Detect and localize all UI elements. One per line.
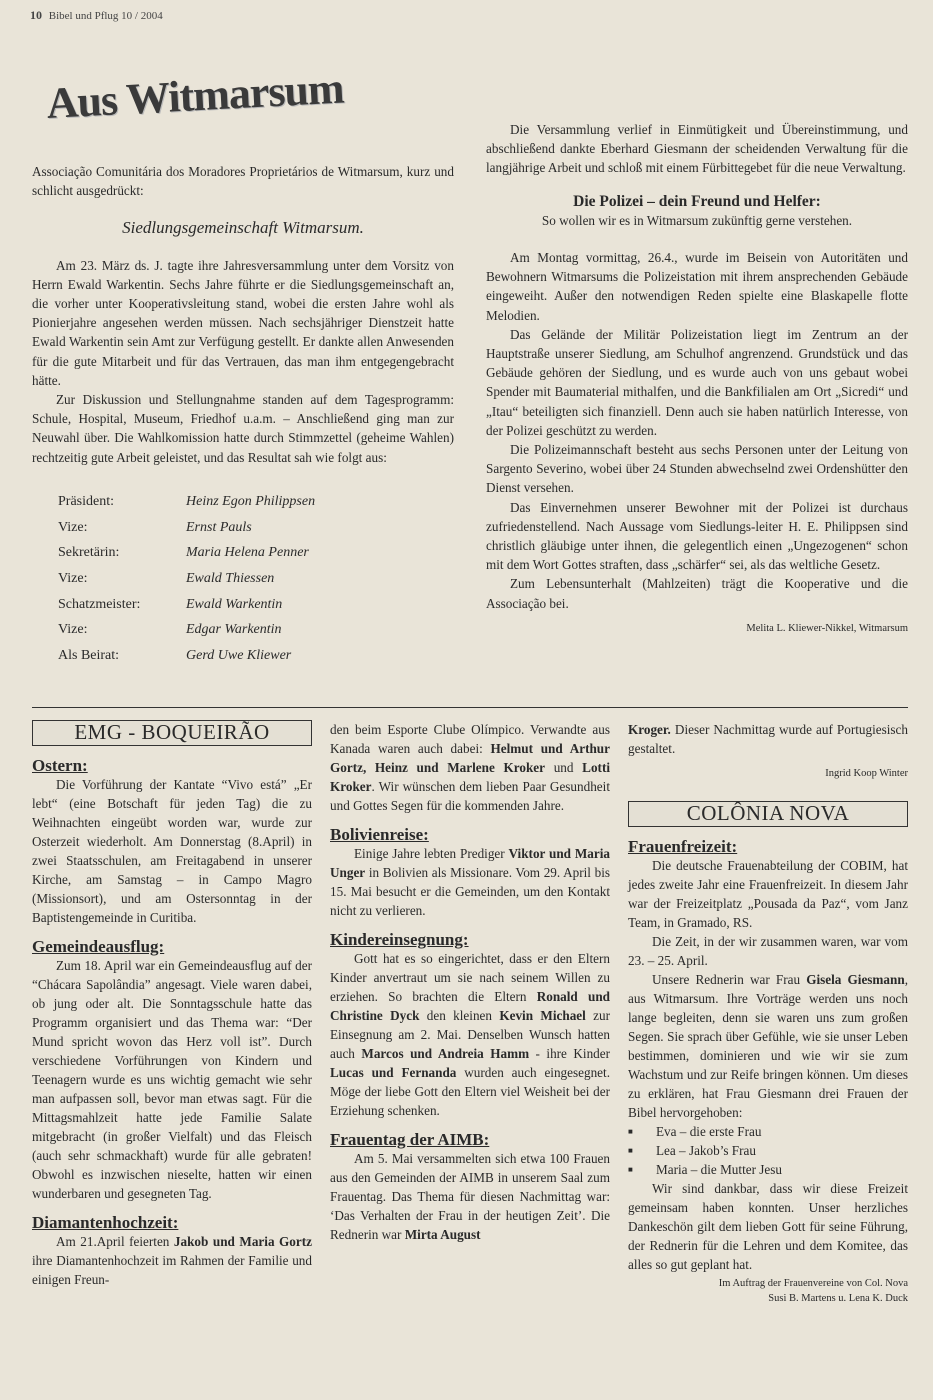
text-run: und: [545, 760, 583, 775]
bold-name: Viktor und Maria Unger: [330, 846, 610, 880]
subheading: Frauentag der AIMB:: [330, 1130, 490, 1149]
subheading: Bolivienreise:: [330, 825, 429, 844]
text-run: Am 5. Mai versammelten sich etwa 100 Frauen aus den Gemeinden der AIMB in unserem Saal zum Frauentag. Das Thema für diesen Nachmittag war: ‘Das Verhalten der Frau in der heutigen Zeit’. Die Rednerin war: [330, 1151, 610, 1242]
text-run: Unsere Rednerin war Frau: [652, 972, 807, 987]
paragraph: Die Vorführung der Kantate “Vivo está” „Er lebt“ (eine Botschaft für jeden Tag) die zu Weihnachten eingeübt worden war, wurde zur Osterzeit wiederholt. Am Donnerstag (8.April) in zwei Staatsschulen, am Freitagabend in unserer Kirche, am Samstag – in Campo Magro (Missionsort), und am Ostersonntag in der Baptistengemeinde in Curitiba.: [32, 777, 312, 925]
text-run: in Bolivien als Missionare. Vom 29. April bis 15. Mai besucht er die Gemeinden, um den Kontakt nicht zu verlieren.: [330, 865, 610, 918]
paragraph: Zum Lebensunterhalt (Mahlzeiten) trägt die Kooperative und die Associação bei.: [486, 576, 908, 611]
section-heading: Die Polizei – dein Freund und Helfer:: [573, 192, 821, 210]
text-run: , aus Witmarsum. Ihre Vorträge werden uns noch lange begleiten, denn sie waren uns zum großen Segen. Sie sprach über Gefühle, wie sie unser Leben bestimmen, dominieren und wie wir sie zum Wachstum und zur Reife bringen können. Um dieses zu erklären, hat Frau Giesmann drei Frauen der Bibel hervorgehoben:: [628, 972, 908, 1120]
paragraph: [32, 1232, 312, 1289]
bold-name: Lucas und Fernanda: [330, 1065, 457, 1080]
subheading: Ostern:: [32, 756, 88, 775]
text-run: den kleinen: [419, 1008, 500, 1023]
bold-name: Mirta August: [404, 1227, 481, 1242]
board-role: Vize:: [58, 519, 88, 535]
paragraph: Die Versammlung verlief in Einmütigkeit und Übereinstimmung, und abschließend dankte Eberhard Giesmann der scheidenden Verwaltung für die langjährige Arbeit und schloß mit einem Fürbittegebet für die neue Verwaltung.: [486, 122, 908, 176]
board-name: Gerd Uwe Kliewer: [186, 648, 292, 664]
board-name: Maria Helena Penner: [186, 545, 309, 561]
text-run: ihre Diamantenhochzeit im Rahmen der Familie und einigen Freun-: [32, 1253, 312, 1287]
paragraph: [330, 949, 610, 1120]
paragraph: Die deutsche Frauenabteilung der COBIM, hat jedes zweite Jahr eine Frauenfreizeit. In diesem Jahr war der Freizeitplatz „Pousada da Paz“, vom Janz Team, in Gramado, RS.: [628, 858, 908, 930]
subheading: Frauenfreizeit:: [628, 837, 738, 856]
emg-column: [32, 720, 312, 1289]
text-run: zur Einsegnung am 2. Mai. Denselben Wunsch hatten auch: [330, 1008, 611, 1061]
middle-column: [330, 720, 610, 1244]
board-list: [32, 489, 454, 669]
org-name: Siedlungsgemeinschaft Witmarsum.: [122, 218, 364, 238]
section-subheading: So wollen wir es in Witmarsum zukünftig gerne verstehen.: [541, 212, 853, 228]
colonia-nova-column: [628, 720, 908, 1306]
author-signature: Melita L. Kliewer-Nikkel, Witmarsum: [746, 622, 908, 634]
bold-name: Helmut und Arthur Gortz, Heinz und Marlene Kroker: [330, 741, 610, 775]
text-run: wurden auch eingesegnet. Möge der liebe Gott den Eltern viel Weisheit bei der Erziehung schenken.: [330, 1065, 610, 1118]
text-run: Am 21.April feierten: [56, 1234, 174, 1249]
paragraph: [330, 720, 610, 815]
author-signature: [628, 1276, 908, 1306]
text-run: Gott hat es so eingerichtet, dass er den Eltern Kinder anvertraut um sie nach seinem Willen zu erziehen. So brachten die Eltern: [330, 951, 610, 1004]
subheading: Gemeindeausflug:: [32, 937, 165, 956]
subheading: Diamantenhochzeit:: [32, 1213, 179, 1232]
board-name: Heinz Egon Philippsen: [186, 493, 316, 509]
board-row: [32, 643, 454, 669]
board-role: Vize:: [58, 622, 88, 638]
text-run: - ihre Kinder: [529, 1046, 611, 1061]
board-name: Ernst Pauls: [186, 519, 252, 535]
board-name: Ewald Thiessen: [186, 570, 275, 586]
page-title: Aus Witmarsum: [45, 63, 345, 129]
board-role: Als Beirat:: [58, 648, 120, 664]
board-name: Ewald Warkentin: [186, 596, 283, 612]
bold-name: Kevin Michael: [499, 1008, 586, 1023]
publication-name: Bibel und Pflug 10 / 2004: [48, 10, 163, 22]
board-row: [32, 592, 454, 618]
signature-line: Im Auftrag der Frauenvereine von Col. Nova: [718, 1278, 908, 1289]
bold-name: Marcos und Andreia Hamm: [361, 1046, 530, 1061]
bold-name: Lotti Kroker: [330, 760, 610, 794]
board-row: [32, 489, 454, 515]
paragraph: [330, 844, 610, 920]
bold-name: Jakob und Maria Gortz: [173, 1234, 312, 1249]
author-signature: Ingrid Koop Winter: [825, 768, 908, 779]
intro-text: Associação Comunitária dos Moradores Proprietários de Witmarsum, kurz und schlicht ausgedrückt:: [32, 164, 454, 199]
paragraph: Wir sind dankbar, dass wir diese Freizeit gemeinsam haben konnten. Unser herzliches Dankeschön gilt dem lieben Gott für seine Führung, der Rednerin für die Lehren und dem Komitee, das alles so gut geplant hat.: [628, 1181, 908, 1272]
list-item: ■ Eva – die erste Frau: [628, 1122, 908, 1141]
bold-name: Kroger.: [628, 722, 671, 737]
text-run: den beim Esporte Clube Olímpico. Verwandte aus Kanada waren auch dabei:: [330, 722, 610, 756]
board-row: [32, 540, 454, 566]
board-name: Edgar Warkentin: [186, 622, 282, 638]
board-row: [32, 566, 454, 592]
text-run: Einige Jahre lebten Prediger: [354, 846, 509, 861]
subheading: Kindereinsegnung:: [330, 930, 469, 949]
board-row: [32, 515, 454, 541]
bold-name: Gisela Giesmann: [806, 972, 905, 987]
bold-name: Ronald und Christine Dyck: [330, 989, 610, 1023]
witmarsum-left-column: [32, 162, 454, 669]
paragraph: [628, 720, 908, 758]
witmarsum-right-column: [486, 120, 908, 638]
paragraph: Zum 18. April war ein Gemeindeausflug auf der “Chácara Sapolândia” angesagt. Viele waren dabei, ob jung oder alt. Die Sonntagsschule hatte das Programm organisiert und das Thema war: “Der Mund spricht wovon das Herz voll ist”. Durch verschiedene Vorführungen von Kindern und Teenagern wurde es uns wichtig gemacht wie sehr man aufpassen soll, bevor man etwas sagt. Für die Mittagsmahlzeit hatte jede Familie Salate mitgebracht (in großer Vielfalt) und das Fleisch (auch sehr schmackhaft) wurde für alle gebraten! Obwohl es inzwischen nieselte, hatten wir einen wunderbaren und gesegneten Tag.: [32, 958, 312, 1201]
section-divider: [32, 707, 908, 708]
paragraph: Die Zeit, in der wir zusammen waren, war vom 23. – 25. April.: [628, 934, 908, 968]
board-role: Präsident:: [58, 493, 114, 509]
board-role: Sekretärin:: [58, 545, 120, 561]
signature-line: Susi B. Martens u. Lena K. Duck: [768, 1293, 908, 1304]
paragraph: Am 23. März ds. J. tagte ihre Jahresversammlung unter dem Vorsitz von Herrn Ewald Warkentin. Sechs Jahre führte er die Siedlungsgemeinschaft an, die vorher unter Kooperativsleitung stand, wobei die ersten Jahre wohl als Pionierjahre angesehen werden müssen. Nach sechsjähriger Dienstzeit hatte Ewald Warkentin sein Amt zur Verfügung gestellt. Er dankte allen Anwesenden für die gute Mitarbeit und für das Vertrauen, das man ihm entgegengebracht hätte.: [32, 257, 454, 388]
paragraph: Zur Diskussion und Stellungnahme standen auf dem Tagesprogramm: Schule, Hospital, Museum, Friedhof u.a.m. – Anschließend ging man zur Neuwahl über. Die Wahlkomission hatte durch Stimmzettel (geheime Wahlen) rechtzeitig gute Arbeit geleistet, und das Resultat sah wie folgt aus:: [32, 392, 454, 465]
section-box-title: COLÔNIA NOVA: [628, 801, 908, 827]
paragraph: [330, 1149, 610, 1244]
section-box-title: EMG - BOQUEIRÃO: [32, 720, 312, 746]
page-header: [30, 8, 163, 23]
board-role: Schatzmeister:: [58, 596, 141, 612]
text-run: . Wir wünschen dem lieben Paar Gesundheit und Gottes Segen für die kommenden Jahre.: [330, 779, 610, 813]
board-row: [32, 617, 454, 643]
board-role: Vize:: [58, 570, 88, 586]
text-run: Dieser Nachmittag wurde auf Portugiesisch gestaltet.: [628, 722, 908, 756]
page-number: 10: [30, 8, 42, 22]
paragraph: Das Gelände der Militär Polizeistation liegt im Zentrum an der Hauptstraße unserer Siedlung, am Schulhof angrenzend. Grundstück und das Gebäude gehören der Siedlung, und es wurde auch von uns gebaut wobei Spender mit Baumaterial mithalfen, und die Bankfilialen am Ort „Sicredi“ und „Itau“ beteiligten sich finanziell. Denn auch sie haben natürlich Interesse, von der Polizei geschützt zu werden.: [486, 326, 908, 438]
bullet-list: [628, 1122, 908, 1179]
list-item: ■ Maria – die Mutter Jesu: [628, 1160, 908, 1179]
paragraph: [628, 970, 908, 1122]
paragraph: Die Polizeimannschaft besteht aus sechs Personen unter der Leitung von Sargento Severino, wobei über 24 Stunden abwechselnd zwei Ordenshütter den Dienst versehen.: [486, 442, 908, 496]
paragraph: Am Montag vormittag, 26.4., wurde im Beisein von Autoritäten und Bewohnern Witmarsums die Polizeistation mit ihrem ansprechenden Gebäude eingeweiht. Außer den notwendigen Reden spielte eine Blaskapelle flotte Melodien.: [486, 250, 908, 323]
list-item: ■ Lea – Jakob’s Frau: [628, 1141, 908, 1160]
paragraph: Das Einvernehmen unserer Bewohner mit der Polizei ist durchaus zufriedenstellend. Nach Aussage vom Siedlungs-leiter H. E. Philippsen sind christlich gläubige unter ihnen, die gelegentlich einen „Ungezogenen“ schon mit dem Wort Gottes straften, dass „schärfer“ sei, als das weltliche Gesetz.: [486, 499, 908, 573]
